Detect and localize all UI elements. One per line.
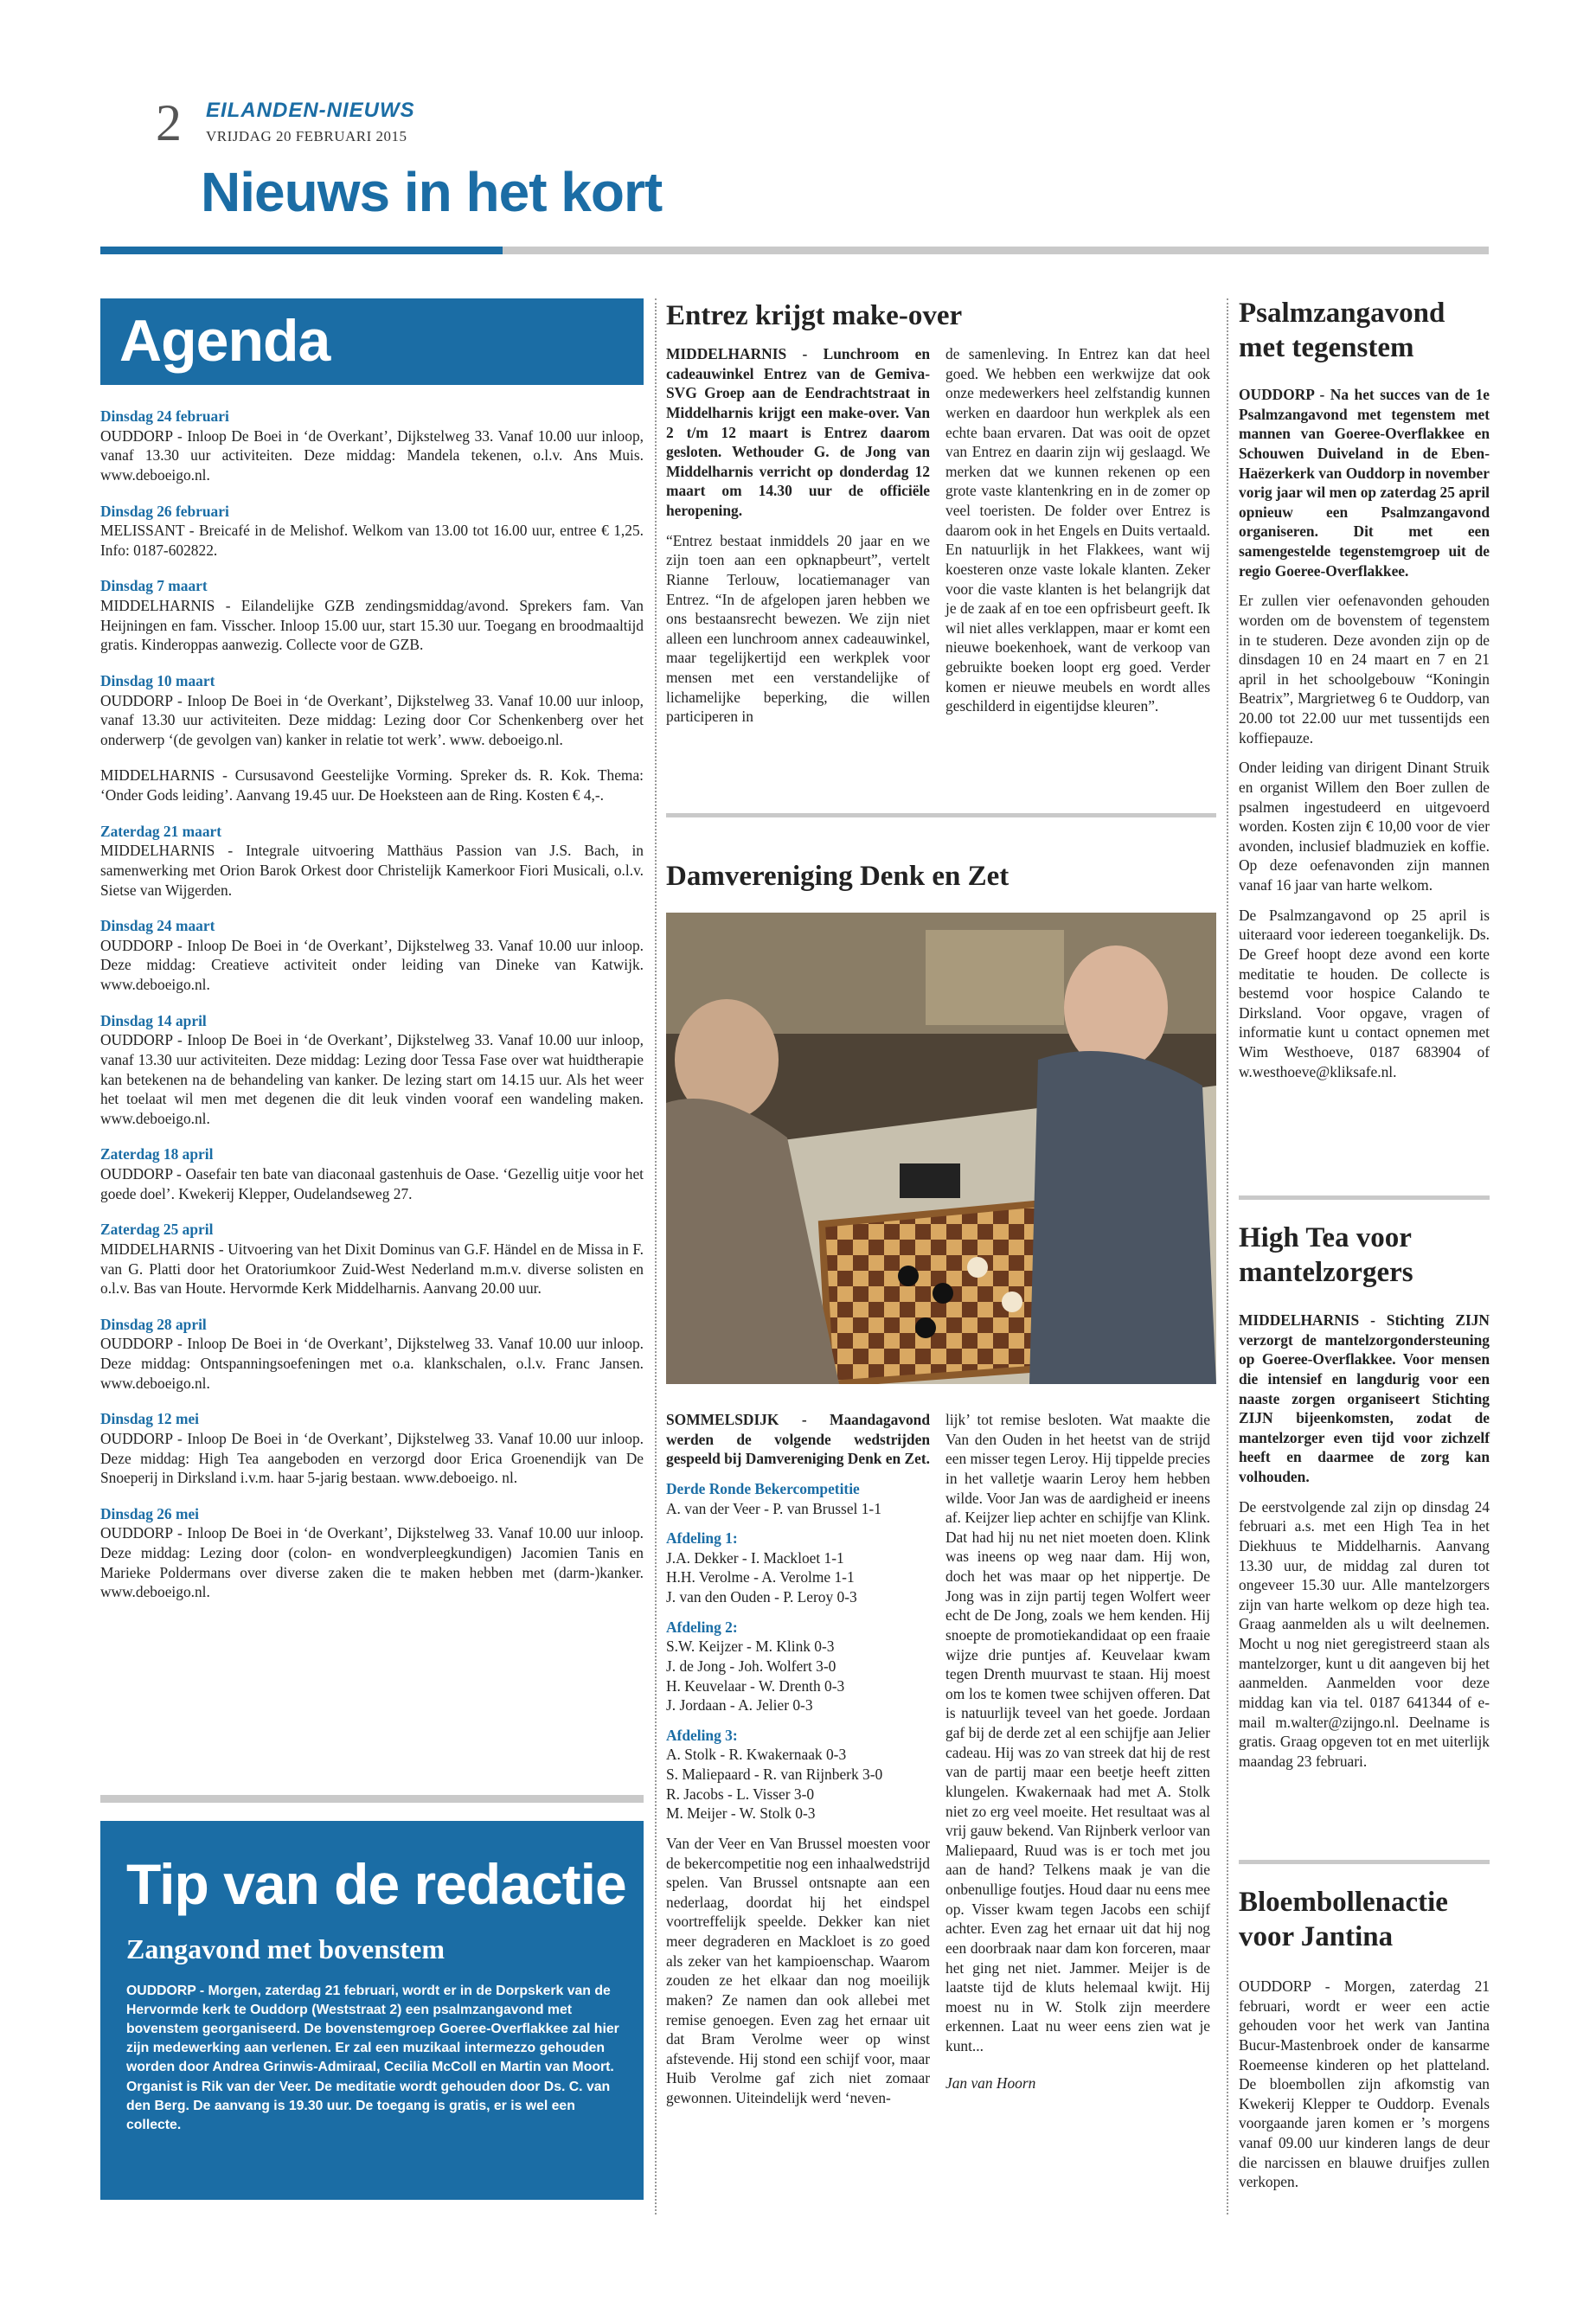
bloembollen-paragraph: OUDDORP - Morgen, zaterdag 21 februari, wordt er weer een actie gehouden voor het werk van Jantina Bucur-Mastenbroek onder de kansarme Roemeense kinderen op het platteland. De bloembollen zijn afkomstig van Kwekerij Klepper te Ouddorp. Evenals voorgaande jaren komen er ’s morgens vanaf 09.00 uur kinderen langs de deur die narcissen en blauwe druifjes zullen verkopen. xyxy=(1239,1977,1490,2191)
agenda-item-text: OUDDORP - Oasefair ten bate van diaconaal gastenhuis de Oase. ‘Gezellig uitje voor het goede doel’. Kwekerij Klepper, Oudelandseweg 27. xyxy=(100,1165,644,1202)
dam-result-line: H.H. Verolme - A. Verolme 1-1 xyxy=(666,1568,855,1586)
agenda-item-text: OUDDORP - Inloop De Boei in ‘de Overkant’, Dijkstelweg 33. Vanaf 10.00 uur inloop. Deze middag: High Tea aangeboden en verzorgd door Erica Groenendijk van De Snoeperij in Dirksland i.v.m. haar 5-jarig bestaan. www.deboeigo. nl. xyxy=(100,1429,644,1487)
checkers-photo xyxy=(666,913,1216,1384)
agenda-item xyxy=(100,766,644,804)
psalm-paragraph: Onder leiding van dirigent Dinant Struik en organist Willem den Boer zullen de psalmen ingestudeerd en uitgevoerd worden. Kosten zijn € 10,00 voor de vier avonden, inclusief bladmuziek en koffie. Op deze oefenavonden zijn mannen vanaf 16 jaar van harte welkom. xyxy=(1239,759,1490,894)
entrez-col-1 xyxy=(666,344,930,737)
dam-result-line: J. van den Ouden - P. Leroy 0-3 xyxy=(666,1588,857,1606)
agenda-item-date: Dinsdag 28 april xyxy=(100,1315,207,1333)
tip-body: OUDDORP - Morgen, zaterdag 21 februari, wordt er in de Dorpskerk van de Hervormde kerk te Ouddorp (Weststraat 2) een psalmzangavond met bovenstem georganiseerd. De bovenstemgroep Goeree-Overflakkee zal hier zijn medewerking aan verlenen. Er zal een muzikaal intermezzo gehouden worden door Andrea Grinwis-Admiraal, Cecilia McColl en Martin van Moort. Organist is Rik van der Veer. De meditatie wordt gehouden door Ds. C. van den Berg. De aanvang is 19.30 uur. De toegang is gratis, er is wel een collecte. xyxy=(126,1984,619,2132)
psalm-lead: OUDDORP - Na het succes van de 1e Psalmzangavond met tegenstem met mannen van Goeree-Overflakkee en Schouwen Duiveland in de Eben- Haëzerkerk van Ouddorp in november vorig jaar wil men op zaterdag 25 april opnieuw een Psalmzangavond organiseren. Dit met een samengestelde tegenstemgroep uit de regio Goeree-Overflakkee. xyxy=(1239,386,1490,580)
dam-group-heading: Derde Ronde Bekercompetitie xyxy=(666,1479,860,1497)
dam-result-line: S. Maliepaard - R. van Rijnberk 3-0 xyxy=(666,1766,883,1783)
agenda-item-date: Dinsdag 10 maart xyxy=(100,671,215,689)
dam-paragraph: lijk’ tot remise besloten. Wat maakte die Van den Ouden in het heetst van de strijd een misser tegen Leroy. Hij tippelde precies in het valletje waarin Leroy hem hebben wilde. Voor Jan was de aardigheid er ineens af. Keijzer liep achter en schijfje van Klink. Dat had hij nu net niet moeten doen. Klink was ineens op weg naar dam. Hij won, doch het was maar op het nippertje. De Jong was in zijn partij tegen Wolfert weer echt de De Jong, zoals we hem kenden. Hij snoepte de promotiekandidaat op een fraaie wijze drie puntjes af. Keuvelaar kwam tegen Drenth muurvast te staan. Hij moest om los te komen twee schijven offeren. Dat is natuurlijk teveel van het goede. Jordaan gaf bij de derde zet al een schijfje aan Jelier cadeau. Hij was zo van streek dat hij de rest van de partij maar een beetje heeft zitten klungelen. Kwakernaak had met A. Stolk niet zo erg veel moeite. Het resultaat was al vrij gauw bekend. Van Rijnberk verloor van Maliepaard, Ruud was is er toch met jou aan de hand? Telkens maak je van die onbenullige foutjes. Houd daar nu eens mee op. Visser kwam tegen Jacobs een schijf achter. Even zag het ernaar uit dat hij nog een doorbraak naar dam kon forceren, maar het ging net niet. Jammer. Meijer is de laatste tijd de kluts helemaal kwijt. Hij moest nu in W. Stolk zijn meerdere erkennen. Laat nu weer eens zien wat je kunt... xyxy=(945,1411,1210,2054)
bloembollen-title: Bloembollenactie voor Jantina xyxy=(1239,1887,1448,1952)
dam-result-group xyxy=(666,1726,930,1823)
dam-author: Jan van Hoorn xyxy=(945,2073,1036,2092)
agenda-item-text: MIDDELHARNIS - Cursusavond Geestelijke Vorming. Spreker ds. R. Kok. Thema: ‘Onder Gods leiding’. Aanvang 19.45 uur. De Hoeksteen aan de Ring. Kosten € 4,-. xyxy=(100,766,644,804)
agenda-item-date: Dinsdag 24 maart xyxy=(100,917,215,935)
psalm-title: Psalmzangavond met tegenstem xyxy=(1239,298,1445,363)
dam-title: Damvereniging Denk en Zet xyxy=(666,861,1010,892)
agenda-item-date: Dinsdag 7 maart xyxy=(100,577,208,595)
dam-lead: SOMMELSDIJK - Maandagavond werden de volgende wedstrijden gespeeld bij Damvereniging Denk en Zet. xyxy=(666,1411,930,1468)
agenda-item-date: Zaterdag 25 april xyxy=(100,1221,214,1239)
agenda-item-text: OUDDORP - Inloop De Boei in ‘de Overkant’, Dijkstelweg 33. Vanaf 10.00 uur inloop. Deze middag: Ontspanningsoefeningen met o.a. klankschalen, o.l.v. Franc Jansen. www.deboeigo.nl. xyxy=(100,1335,644,1392)
header-rule-accent xyxy=(100,247,503,254)
agenda-item-date: Dinsdag 26 mei xyxy=(100,1504,200,1522)
agenda-item xyxy=(100,576,644,655)
entrez-paragraph: de samenleving. In Entrez kan dat heel goed. We hebben een werkwijze dat ook onze medewerkers heel zelfstandig kunnen werken en daardoor hun werkplek als een echte baan ervaren. Dat was ooit de opzet van Entrez en daarin zijn wij geslaagd. We merken dat we kunnen rekenen op een grote vaste klantenkring en in de zomer op veel toeristen. De folder over Entrez is daarom ook in het Engels en Duits vertaald. En natuurlijk in het Flakkees, want wij koesteren onze vaste lokale klanten. Zeker voor die vaste klanten is het belangrijk dat je de zaak af en toe een opfrisbeurt geeft. Ik wil niet alles verklappen, maar er komt een nieuwe boekenhoek, want de verkoop van gebruikte boeken loopt erg goed. Verder komen er nieuwe meubels en wordt alles geschilderd in eigentijdse kleuren”. xyxy=(945,345,1210,715)
issue-date: VRIJDAG 20 FEBRUARI 2015 xyxy=(206,128,407,144)
article-divider xyxy=(1239,1195,1490,1200)
dam-result-line: R. Jacobs - L. Visser 3-0 xyxy=(666,1785,815,1803)
dam-result-line: S.W. Keijzer - M. Klink 0-3 xyxy=(666,1638,835,1656)
tip-subtitle: Zangavond met bovenstem xyxy=(126,1933,445,1965)
agenda-item xyxy=(100,1011,644,1129)
agenda-item-text: MIDDELHARNIS - Eilandelijke GZB zendingsmiddag/avond. Sprekers fam. Van Heijningen en fam. Visscher. Inloop 15.00 uur, start 15.30 uur. Toegang en broodmaaltijd gratis. Kinderoppas aanwezig. Collecte voor de GZB. xyxy=(100,597,644,654)
column-divider xyxy=(655,298,657,2214)
dam-result-line: A. Stolk - R. Kwakernaak 0-3 xyxy=(666,1746,847,1764)
psalm-paragraph: Er zullen vier oefenavonden gehouden worden om de bovenstem of tegenstem in te studeren. Deze avonden zijn op de dinsdagen 10 en 24 maart en 7 en 21 april in het schoolgebouw “Koningin Beatrix”, Margrietweg 6 te Ouddorp, van 20.00 tot 22.00 uur met tussentijds een koffiepauze. xyxy=(1239,592,1490,747)
dam-result-line: M. Meijer - W. Stolk 0-3 xyxy=(666,1804,816,1823)
dam-result-group xyxy=(666,1529,930,1607)
dam-result-group xyxy=(666,1618,930,1715)
agenda-item-date: Dinsdag 12 mei xyxy=(100,1410,200,1428)
section-title: Nieuws in het kort xyxy=(201,161,663,223)
agenda-item-date: Dinsdag 14 april xyxy=(100,1011,207,1029)
agenda-item-date: Dinsdag 24 februari xyxy=(100,407,229,425)
agenda-item xyxy=(100,1220,644,1298)
dam-group-heading: Afdeling 3: xyxy=(666,1726,738,1744)
masthead-logo: EILANDEN-NIEUWS xyxy=(206,99,415,122)
entrez-paragraph: “Entrez bestaat inmiddels 20 jaar en we zijn toen aan een opknapbeurt”, vertelt Rianne Terlouw, locatiemanager van Entrez. “In de afgelopen jaren hebben we ons bestaansrecht bewezen. We zijn niet alleen een lunchroom annex cadeauwinkel, maar tegelijkertijd een werkplek voor mensen met een verstandelijke of lichamelijke beperking, die willen participeren in xyxy=(666,531,930,726)
dam-paragraph: Van der Veer en Van Brussel moesten voor de bekercompetitie nog een inhaalwedstrijd spelen. Van Brussel ontsnapte aan een nederlaag, doordat hij het eindspel voortreffelijk speelde. Dekker kan niet meer degraderen en Mackloet is zo goed als zeker van het kampioenschap. Waarom zouden ze het elkaar dan nog moeilijk maken? Ze namen dan ook allebei met remise genoegen. Even zag het ernaar uit dat Bram Verolme weer op winst afstevende. Hij stond een schijf voor, maar Huib Verolme gaf zich niet zomaar gewonnen. Uiteindelijk werd ‘neven- xyxy=(666,1834,930,2106)
dam-result-line: J.A. Dekker - I. Mackloet 1-1 xyxy=(666,1548,844,1567)
agenda-item xyxy=(100,671,644,750)
agenda-item-text: MELISSANT - Breicafé in de Melishof. Welkom van 13.00 tot 16.00 uur, entree € 1,25. Info: 0187-602822. xyxy=(100,522,644,559)
dam-results xyxy=(666,1479,930,1823)
article-divider xyxy=(666,813,1216,817)
page-number: 2 xyxy=(156,94,182,151)
tip-box xyxy=(100,1821,644,2200)
agenda-item-text: OUDDORP - Inloop De Boei in ‘de Overkant’, Dijkstelweg 33. Vanaf 10.00 uur inloop, vanaf 13.30 uur activiteiten. Deze middag: Mandela tekenen, o.l.v. Ans Muis. www.deboeigo.nl. xyxy=(100,426,644,484)
psalm-paragraph: De Psalmzangavond op 25 april is uiteraard voor iedereen toegankelijk. Ds. De Greef hoopt deze avond een korte meditatie te houden. De collecte is bestemd voor hospice Calando te Dirksland. Voor opgave, vragen of informatie kunt u contact opnemen met Wim Westhoeve, 0187 683904 of w.westhoeve@kliksafe.nl. xyxy=(1239,906,1490,1080)
hightea-title: High Tea voor mantelzorgers xyxy=(1239,1222,1413,1288)
dam-result-group xyxy=(666,1479,930,1518)
dam-result-line: J. de Jong - Joh. Wolfert 3-0 xyxy=(666,1657,836,1675)
agenda-list xyxy=(100,407,644,1618)
entrez-title: Entrez krijgt make-over xyxy=(666,300,963,331)
entrez-lead: MIDDELHARNIS - Lunchroom en cadeauwinkel Entrez van de Gemiva-SVG Groep aan de Eendrachtstraat in Middelharnis krijgt een make-over. Van 2 t/m 12 maart is Entrez daarom gesloten. Wethouder G. de Jong van Middelharnis verricht op donderdag 12 maart om 14.30 uur de officiële heropening. xyxy=(666,345,930,519)
agenda-item-text: MIDDELHARNIS - Integrale uitvoering Matthäus Passion van J.S. Bach, in samenwerking met Orion Barok Orkest door Christelijk Kamerkoor Fiori Musicali, o.l.v. Sietse van Wijgerden. xyxy=(100,842,644,899)
hightea-paragraph: De eerstvolgende zal zijn op dinsdag 24 februari a.s. met een High Tea in het Diekhuus te Middelharnis. Aanvang 13.30 uur, de middag zal duren tot ongeveer 15.30 uur. Alle mantelzorgers zijn van harte welkom op deze high tea. Graag aanmelden als u wilt deelnemen. Mocht u nog niet geregistreerd staan als mantelzorger, kunt u dit aangeven bij het aanmelden. Aanmelden voor deze middag kan via tel. 0187 641344 of e-mail m.walter@zijngo.nl. Deelname is gratis. Graag opgeven tot en met uiterlijk maandag 23 februari. xyxy=(1239,1497,1490,1770)
agenda-end-rule xyxy=(100,1795,644,1803)
psalm-body xyxy=(1239,385,1490,1092)
agenda-item-text: OUDDORP - Inloop De Boei in ‘de Overkant’, Dijkstelweg 33. Vanaf 10.00 uur inloop. Deze middag: Lezing door (colon- en wondverpleegkundigen) Jacomien Tanis en Marieke Poldermans over diverse zaken die te maken hebben met (darm-)kanker. www.deboeigo.nl. xyxy=(100,1524,644,1601)
agenda-item xyxy=(100,1504,644,1602)
entrez-col-2 xyxy=(945,344,1210,727)
dam-group-heading: Afdeling 2: xyxy=(666,1618,738,1636)
agenda-item-text: OUDDORP - Inloop De Boei in ‘de Overkant’, Dijkstelweg 33. Vanaf 10.00 uur inloop. Deze middag: Creatieve activiteit onder leiding van Dineke van Katwijk. www.deboeigo.nl. xyxy=(100,936,644,993)
agenda-item-text: MIDDELHARNIS - Uitvoering van het Dixit Dominus van G.F. Händel en de Missa in F. van G. Platti door het Oratoriumkoor Zuid-West Nederland m.m.v. diverse solisten en o.l.v. Bas van Houte. Hervormde Kerk Middelharnis. Aanvang 20.00 uur. xyxy=(100,1240,644,1298)
agenda-item xyxy=(100,407,644,485)
agenda-item xyxy=(100,1315,644,1394)
agenda-item xyxy=(100,1144,644,1203)
dam-col-2 xyxy=(945,1410,1210,2103)
agenda-title: Agenda xyxy=(119,308,330,374)
dam-col-1 xyxy=(666,1410,930,2118)
hightea-body xyxy=(1239,1311,1490,1781)
dam-result-line: J. Jordaan - A. Jelier 0-3 xyxy=(666,1696,813,1715)
dam-result-line: A. van der Veer - P. van Brussel 1-1 xyxy=(666,1499,881,1517)
dam-result-line: H. Keuvelaar - W. Drenth 0-3 xyxy=(666,1676,845,1695)
tip-title: Tip van de redactie xyxy=(126,1852,626,1916)
bloembollen-body xyxy=(1239,1977,1490,2202)
agenda-item-date: Zaterdag 21 maart xyxy=(100,822,222,840)
article-divider xyxy=(1239,1860,1490,1864)
header-rule xyxy=(503,247,1489,254)
agenda-item xyxy=(100,502,644,561)
agenda-item-date: Zaterdag 18 april xyxy=(100,1145,214,1163)
agenda-item-date: Dinsdag 26 februari xyxy=(100,502,229,520)
hightea-lead: MIDDELHARNIS - Stichting ZIJN verzorgt de mantelzorgondersteuning op Goeree-Overflakkee. Voor mensen die intensief en langdurig voor een naaste zorgen organiseert Stichting ZIJN bijeenkomsten, zodat de mantelzorger even tijd voor zichzelf heeft en daarmee de zorg kan volhouden. xyxy=(1239,1311,1490,1485)
agenda-item xyxy=(100,822,644,901)
column-divider xyxy=(1227,298,1228,2214)
agenda-item xyxy=(100,916,644,995)
dam-group-heading: Afdeling 1: xyxy=(666,1529,738,1548)
agenda-item-text: OUDDORP - Inloop De Boei in ‘de Overkant’, Dijkstelweg 33. Vanaf 10.00 uur inloop, vanaf 13.30 uur activiteiten. Deze middag: Lezing door Cor Schenkenberg over het onderwerp ‘(de gevolgen van) kanker in relatie tot werk’. www. deboeigo.nl. xyxy=(100,691,644,748)
agenda-item xyxy=(100,1409,644,1488)
agenda-item-text: OUDDORP - Inloop De Boei in ‘de Overkant’, Dijkstelweg 33. Vanaf 10.00 uur inloop, vanaf 13.30 uur activiteiten. Deze middag: Lezing door Tessa Fase over wat huidtherapie kan betekenen na de behandeling van kanker. De lezing start om 14.15 uur. Als het weer het toelaat wil men met degenen die dit leuk vinden vooraf een wandeling maken. www.deboeigo.nl. xyxy=(100,1031,644,1127)
agenda-header xyxy=(100,298,644,385)
